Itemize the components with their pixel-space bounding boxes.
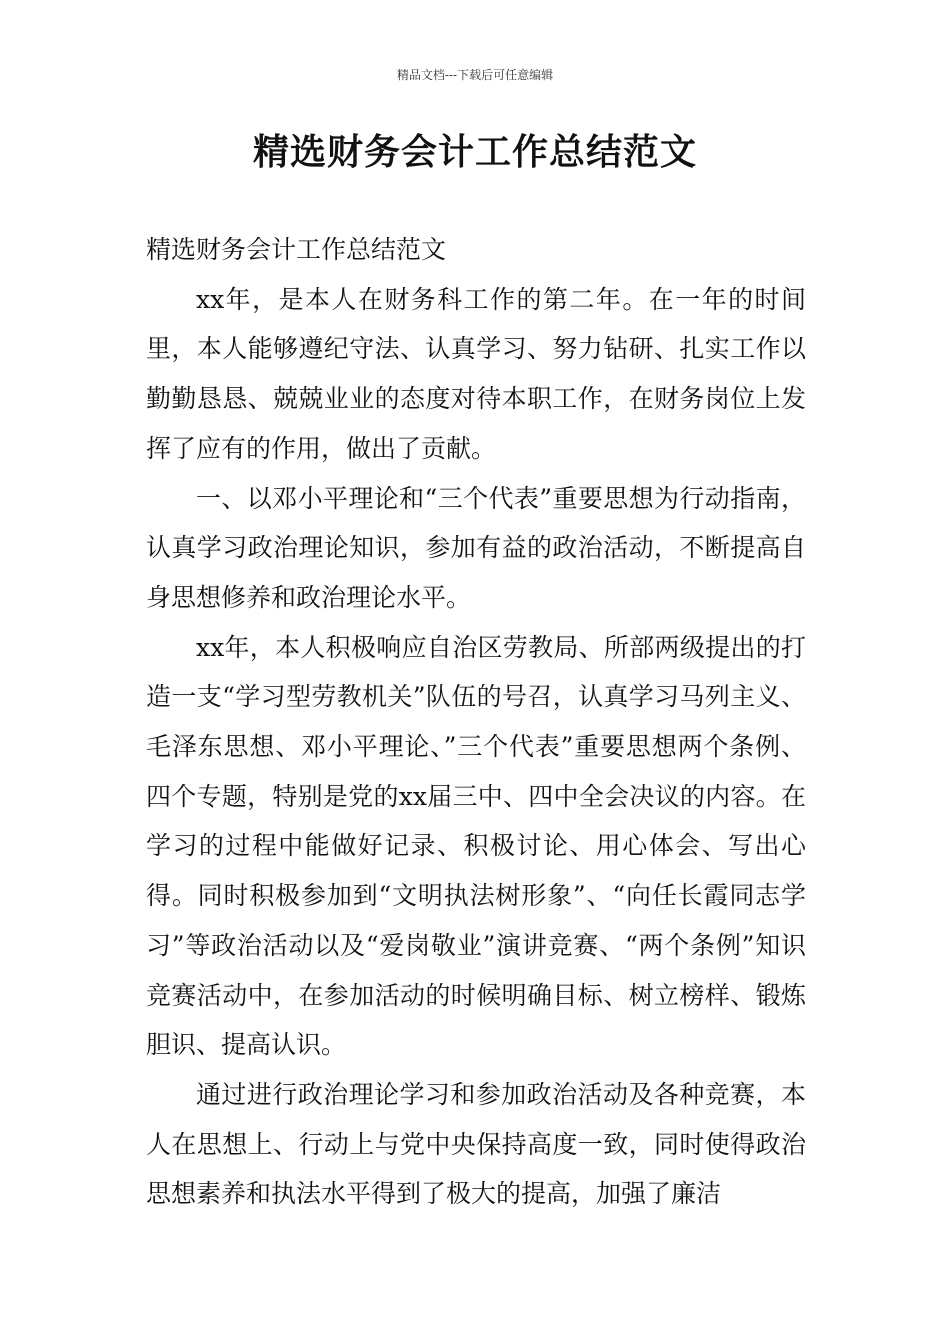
body-subtitle: 精选财务会计工作总结范文 <box>146 235 447 264</box>
paragraph: xx年，本人积极响应自治区劳教局、所部两级提出的打造一支“学习型劳教机关”队伍的号召，认真学习马列主义、毛泽东思想、邓小平理论、”三个代表”重要思想两个条例、四个专题，特别是党的xx届三中、四中全会决议的内容。在学习的过程中能做好记录、积极讨论、用心体会、写出心得。同时积极参加到“文明执法树形象”、“向任长霞同志学习”等政治活动以及“爱岗敬业”演讲竞赛、“两个条例”知识竞赛活动中，在参加活动的时候明确目标、树立榜样、锻炼胆识、提高认识。 <box>146 632 806 1060</box>
paragraph: 一、以邓小平理论和“三个代表”重要思想为行动指南，认真学习政治理论知识，参加有益的政治活动，不断提高自身思想修养和政治理论水平。 <box>146 483 806 612</box>
document-body <box>146 225 806 1219</box>
page-title: 精选财务会计工作总结范文 <box>252 132 697 173</box>
paragraph: 通过进行政治理论学习和参加政治活动及各种竞赛，本人在思想上、行动上与党中央保持高度一致，同时使得政治思想素养和执法水平得到了极大的提高，加强了廉洁 <box>146 1079 806 1209</box>
paragraph: xx年，是本人在财务科工作的第二年。在一年的时间里，本人能够遵纪守法、认真学习、努力钻研、扎实工作以勤勤恳恳、兢兢业业的态度对待本职工作，在财务岗位上发挥了应有的作用，做出了贡献。 <box>146 284 806 463</box>
header-note: 精品文档---下载后可任意编辑 <box>396 68 554 82</box>
